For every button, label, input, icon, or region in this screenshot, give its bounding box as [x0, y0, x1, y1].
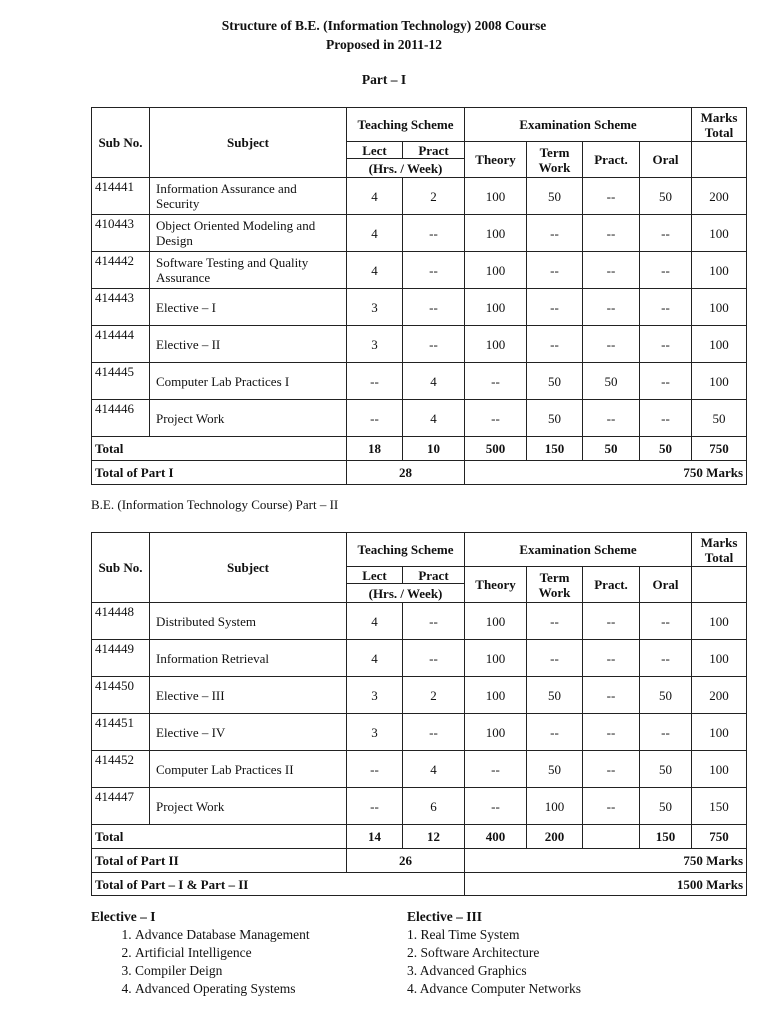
- subject-cell: Project Work: [150, 788, 347, 825]
- header-lect: Lect: [347, 142, 403, 159]
- table-row: [92, 215, 747, 252]
- oral-cell: --: [640, 326, 692, 363]
- header-examination-scheme: Examination Scheme: [465, 108, 692, 142]
- marks-total-cell: 100: [692, 751, 747, 788]
- elective-i-list: [91, 908, 381, 998]
- table-row: [92, 252, 747, 289]
- marks-total-cell: 100: [692, 640, 747, 677]
- marks-total-cell: 100: [692, 363, 747, 400]
- header-teaching-scheme: Teaching Scheme: [347, 533, 465, 567]
- subject-cell: Distributed System: [150, 603, 347, 640]
- subject-cell: Object Oriented Modeling and Design: [150, 215, 347, 252]
- subject-cell: Elective – I: [150, 289, 347, 326]
- sub-no-cell: 414450: [92, 677, 150, 714]
- pract-cell: --: [403, 289, 465, 326]
- table-row: [92, 751, 747, 788]
- doc-title: Structure of B.E. (Information Technology) 2008 Course: [221, 18, 547, 33]
- pract-cell: 4: [403, 400, 465, 437]
- oral-cell: 50: [640, 788, 692, 825]
- term-work-cell: --: [527, 603, 583, 640]
- header-term-work: Term Work: [527, 567, 583, 603]
- sub-no-cell: 414449: [92, 640, 150, 677]
- list-item: 3. Compiler Deign: [135, 962, 381, 980]
- list-item: 1. Real Time System: [407, 927, 520, 942]
- elective-iii-heading: Elective – III: [407, 909, 482, 924]
- list-item: 3. Advanced Graphics: [407, 963, 527, 978]
- part1-heading: Part – I: [361, 72, 407, 87]
- pract-cell: --: [403, 603, 465, 640]
- part1-total-row: Total 18 10 500 150 50 50 750: [92, 437, 747, 461]
- list-item: 4. Advanced Operating Systems: [135, 980, 381, 998]
- oral-cell: --: [640, 714, 692, 751]
- subject-cell: Software Testing and Quality Assurance: [150, 252, 347, 289]
- header-marks-total: Marks Total: [692, 533, 747, 567]
- theory-cell: 100: [465, 326, 527, 363]
- marks-total-cell: 200: [692, 677, 747, 714]
- header-pract-exam: Pract.: [583, 142, 640, 178]
- theory-cell: 100: [465, 714, 527, 751]
- part2-total-of-part-row: Total of Part II 26 750 Marks: [92, 849, 747, 873]
- marks-total-cell: 50: [692, 400, 747, 437]
- term-work-cell: 50: [527, 677, 583, 714]
- term-work-cell: 50: [527, 751, 583, 788]
- term-work-cell: --: [527, 289, 583, 326]
- pract-cell: 2: [403, 178, 465, 215]
- header-pract-exam: Pract.: [583, 567, 640, 603]
- header-marks-total: Marks Total: [692, 108, 747, 142]
- pract-exam-cell: --: [583, 289, 640, 326]
- marks-total-cell: 100: [692, 252, 747, 289]
- subject-cell: Computer Lab Practices II: [150, 751, 347, 788]
- sub-no-cell: 414445: [92, 363, 150, 400]
- pract-cell: --: [403, 640, 465, 677]
- subject-cell: Elective – IV: [150, 714, 347, 751]
- sub-no-cell: 414448: [92, 603, 150, 640]
- sub-no-cell: 414441: [92, 178, 150, 215]
- header-oral: Oral: [640, 142, 692, 178]
- header-teaching-scheme: Teaching Scheme: [347, 108, 465, 142]
- marks-total-cell: 100: [692, 326, 747, 363]
- pract-cell: 6: [403, 788, 465, 825]
- term-work-cell: --: [527, 326, 583, 363]
- subject-cell: Project Work: [150, 400, 347, 437]
- header-pract: Pract: [403, 567, 465, 584]
- pract-exam-cell: 50: [583, 363, 640, 400]
- sub-no-cell: 414452: [92, 751, 150, 788]
- lect-cell: 3: [347, 289, 403, 326]
- oral-cell: --: [640, 289, 692, 326]
- lect-cell: 3: [347, 714, 403, 751]
- table-row: [92, 788, 747, 825]
- pract-cell: --: [403, 215, 465, 252]
- pract-exam-cell: --: [583, 178, 640, 215]
- header-subject: Subject: [150, 108, 347, 178]
- header-theory: Theory: [465, 142, 527, 178]
- table-row: [92, 603, 747, 640]
- pract-cell: --: [403, 714, 465, 751]
- theory-cell: 100: [465, 215, 527, 252]
- table-row: [92, 326, 747, 363]
- list-item: 2. Artificial Intelligence: [135, 944, 381, 962]
- lect-cell: 4: [347, 215, 403, 252]
- lect-cell: --: [347, 363, 403, 400]
- lect-cell: 4: [347, 252, 403, 289]
- pract-exam-cell: --: [583, 714, 640, 751]
- elective-i-heading: Elective – I: [91, 909, 156, 924]
- lect-cell: --: [347, 400, 403, 437]
- marks-total-cell: 100: [692, 714, 747, 751]
- marks-total-cell: 200: [692, 178, 747, 215]
- pract-cell: 2: [403, 677, 465, 714]
- theory-cell: 100: [465, 677, 527, 714]
- term-work-cell: 100: [527, 788, 583, 825]
- part2-table: [91, 532, 747, 896]
- table-row: [92, 289, 747, 326]
- oral-cell: --: [640, 603, 692, 640]
- lect-cell: --: [347, 788, 403, 825]
- part1-table: [91, 107, 747, 485]
- header-subject: Subject: [150, 533, 347, 603]
- subject-cell: Elective – II: [150, 326, 347, 363]
- oral-cell: 50: [640, 677, 692, 714]
- oral-cell: 50: [640, 751, 692, 788]
- pract-exam-cell: --: [583, 326, 640, 363]
- oral-cell: --: [640, 252, 692, 289]
- marks-total-cell: 150: [692, 788, 747, 825]
- doc-subtitle: Proposed in 2011-12: [325, 37, 442, 52]
- subject-cell: Computer Lab Practices I: [150, 363, 347, 400]
- term-work-cell: --: [527, 640, 583, 677]
- theory-cell: --: [465, 400, 527, 437]
- pract-exam-cell: --: [583, 640, 640, 677]
- marks-total-cell: 100: [692, 289, 747, 326]
- pract-cell: 4: [403, 363, 465, 400]
- lect-cell: 3: [347, 326, 403, 363]
- term-work-cell: 50: [527, 363, 583, 400]
- pract-exam-cell: --: [583, 400, 640, 437]
- term-work-cell: --: [527, 714, 583, 751]
- header-sub-no: Sub No.: [92, 533, 150, 603]
- lect-cell: --: [347, 751, 403, 788]
- header-lect: Lect: [347, 567, 403, 584]
- theory-cell: 100: [465, 640, 527, 677]
- part2-total-row: Total 14 12 400 200 150 750: [92, 825, 747, 849]
- lect-cell: 4: [347, 640, 403, 677]
- sub-no-cell: 410443: [92, 215, 150, 252]
- term-work-cell: --: [527, 252, 583, 289]
- header-term-work: Term Work: [527, 142, 583, 178]
- marks-total-cell: 100: [692, 215, 747, 252]
- lect-cell: 4: [347, 603, 403, 640]
- pract-exam-cell: --: [583, 215, 640, 252]
- theory-cell: --: [465, 363, 527, 400]
- header-hrs-week: (Hrs. / Week): [347, 584, 465, 603]
- oral-cell: --: [640, 640, 692, 677]
- theory-cell: --: [465, 751, 527, 788]
- theory-cell: 100: [465, 252, 527, 289]
- oral-cell: --: [640, 215, 692, 252]
- sub-no-cell: 414447: [92, 788, 150, 825]
- list-item: 1. Advance Database Management: [135, 926, 381, 944]
- sub-no-cell: 414451: [92, 714, 150, 751]
- term-work-cell: 50: [527, 178, 583, 215]
- header-pract: Pract: [403, 142, 465, 159]
- table-row: [92, 400, 747, 437]
- theory-cell: 100: [465, 178, 527, 215]
- pract-exam-cell: --: [583, 751, 640, 788]
- lect-cell: 4: [347, 178, 403, 215]
- part2-caption: B.E. (Information Technology Course) Part – II: [91, 497, 339, 512]
- list-item: 2. Software Architecture: [407, 945, 540, 960]
- pract-cell: 4: [403, 751, 465, 788]
- sub-no-cell: 414446: [92, 400, 150, 437]
- theory-cell: 100: [465, 603, 527, 640]
- pract-exam-cell: --: [583, 788, 640, 825]
- table-row: [92, 178, 747, 215]
- lect-cell: 3: [347, 677, 403, 714]
- subject-cell: Information Assurance and Security: [150, 178, 347, 215]
- pract-exam-cell: --: [583, 603, 640, 640]
- table-row: [92, 677, 747, 714]
- term-work-cell: 50: [527, 400, 583, 437]
- pract-cell: --: [403, 326, 465, 363]
- list-item: 4. Advance Computer Networks: [407, 981, 581, 996]
- header-sub-no: Sub No.: [92, 108, 150, 178]
- pract-cell: --: [403, 252, 465, 289]
- table-row: [92, 363, 747, 400]
- part1-total-of-part-row: Total of Part I 28 750 Marks: [92, 461, 747, 485]
- oral-cell: --: [640, 400, 692, 437]
- header-hrs-week: (Hrs. / Week): [347, 159, 465, 178]
- marks-total-cell: 100: [692, 603, 747, 640]
- sub-no-cell: 414443: [92, 289, 150, 326]
- elective-iii-list: [407, 908, 707, 998]
- term-work-cell: --: [527, 215, 583, 252]
- pract-exam-cell: --: [583, 252, 640, 289]
- oral-cell: 50: [640, 178, 692, 215]
- grand-total-row: Total of Part – I & Part – II 1500 Marks: [92, 873, 747, 896]
- subject-cell: Elective – III: [150, 677, 347, 714]
- table-row: [92, 714, 747, 751]
- header-theory: Theory: [465, 567, 527, 603]
- header-examination-scheme: Examination Scheme: [465, 533, 692, 567]
- sub-no-cell: 414444: [92, 326, 150, 363]
- header-oral: Oral: [640, 567, 692, 603]
- oral-cell: --: [640, 363, 692, 400]
- theory-cell: 100: [465, 289, 527, 326]
- subject-cell: Information Retrieval: [150, 640, 347, 677]
- pract-exam-cell: --: [583, 677, 640, 714]
- table-row: [92, 640, 747, 677]
- theory-cell: --: [465, 788, 527, 825]
- sub-no-cell: 414442: [92, 252, 150, 289]
